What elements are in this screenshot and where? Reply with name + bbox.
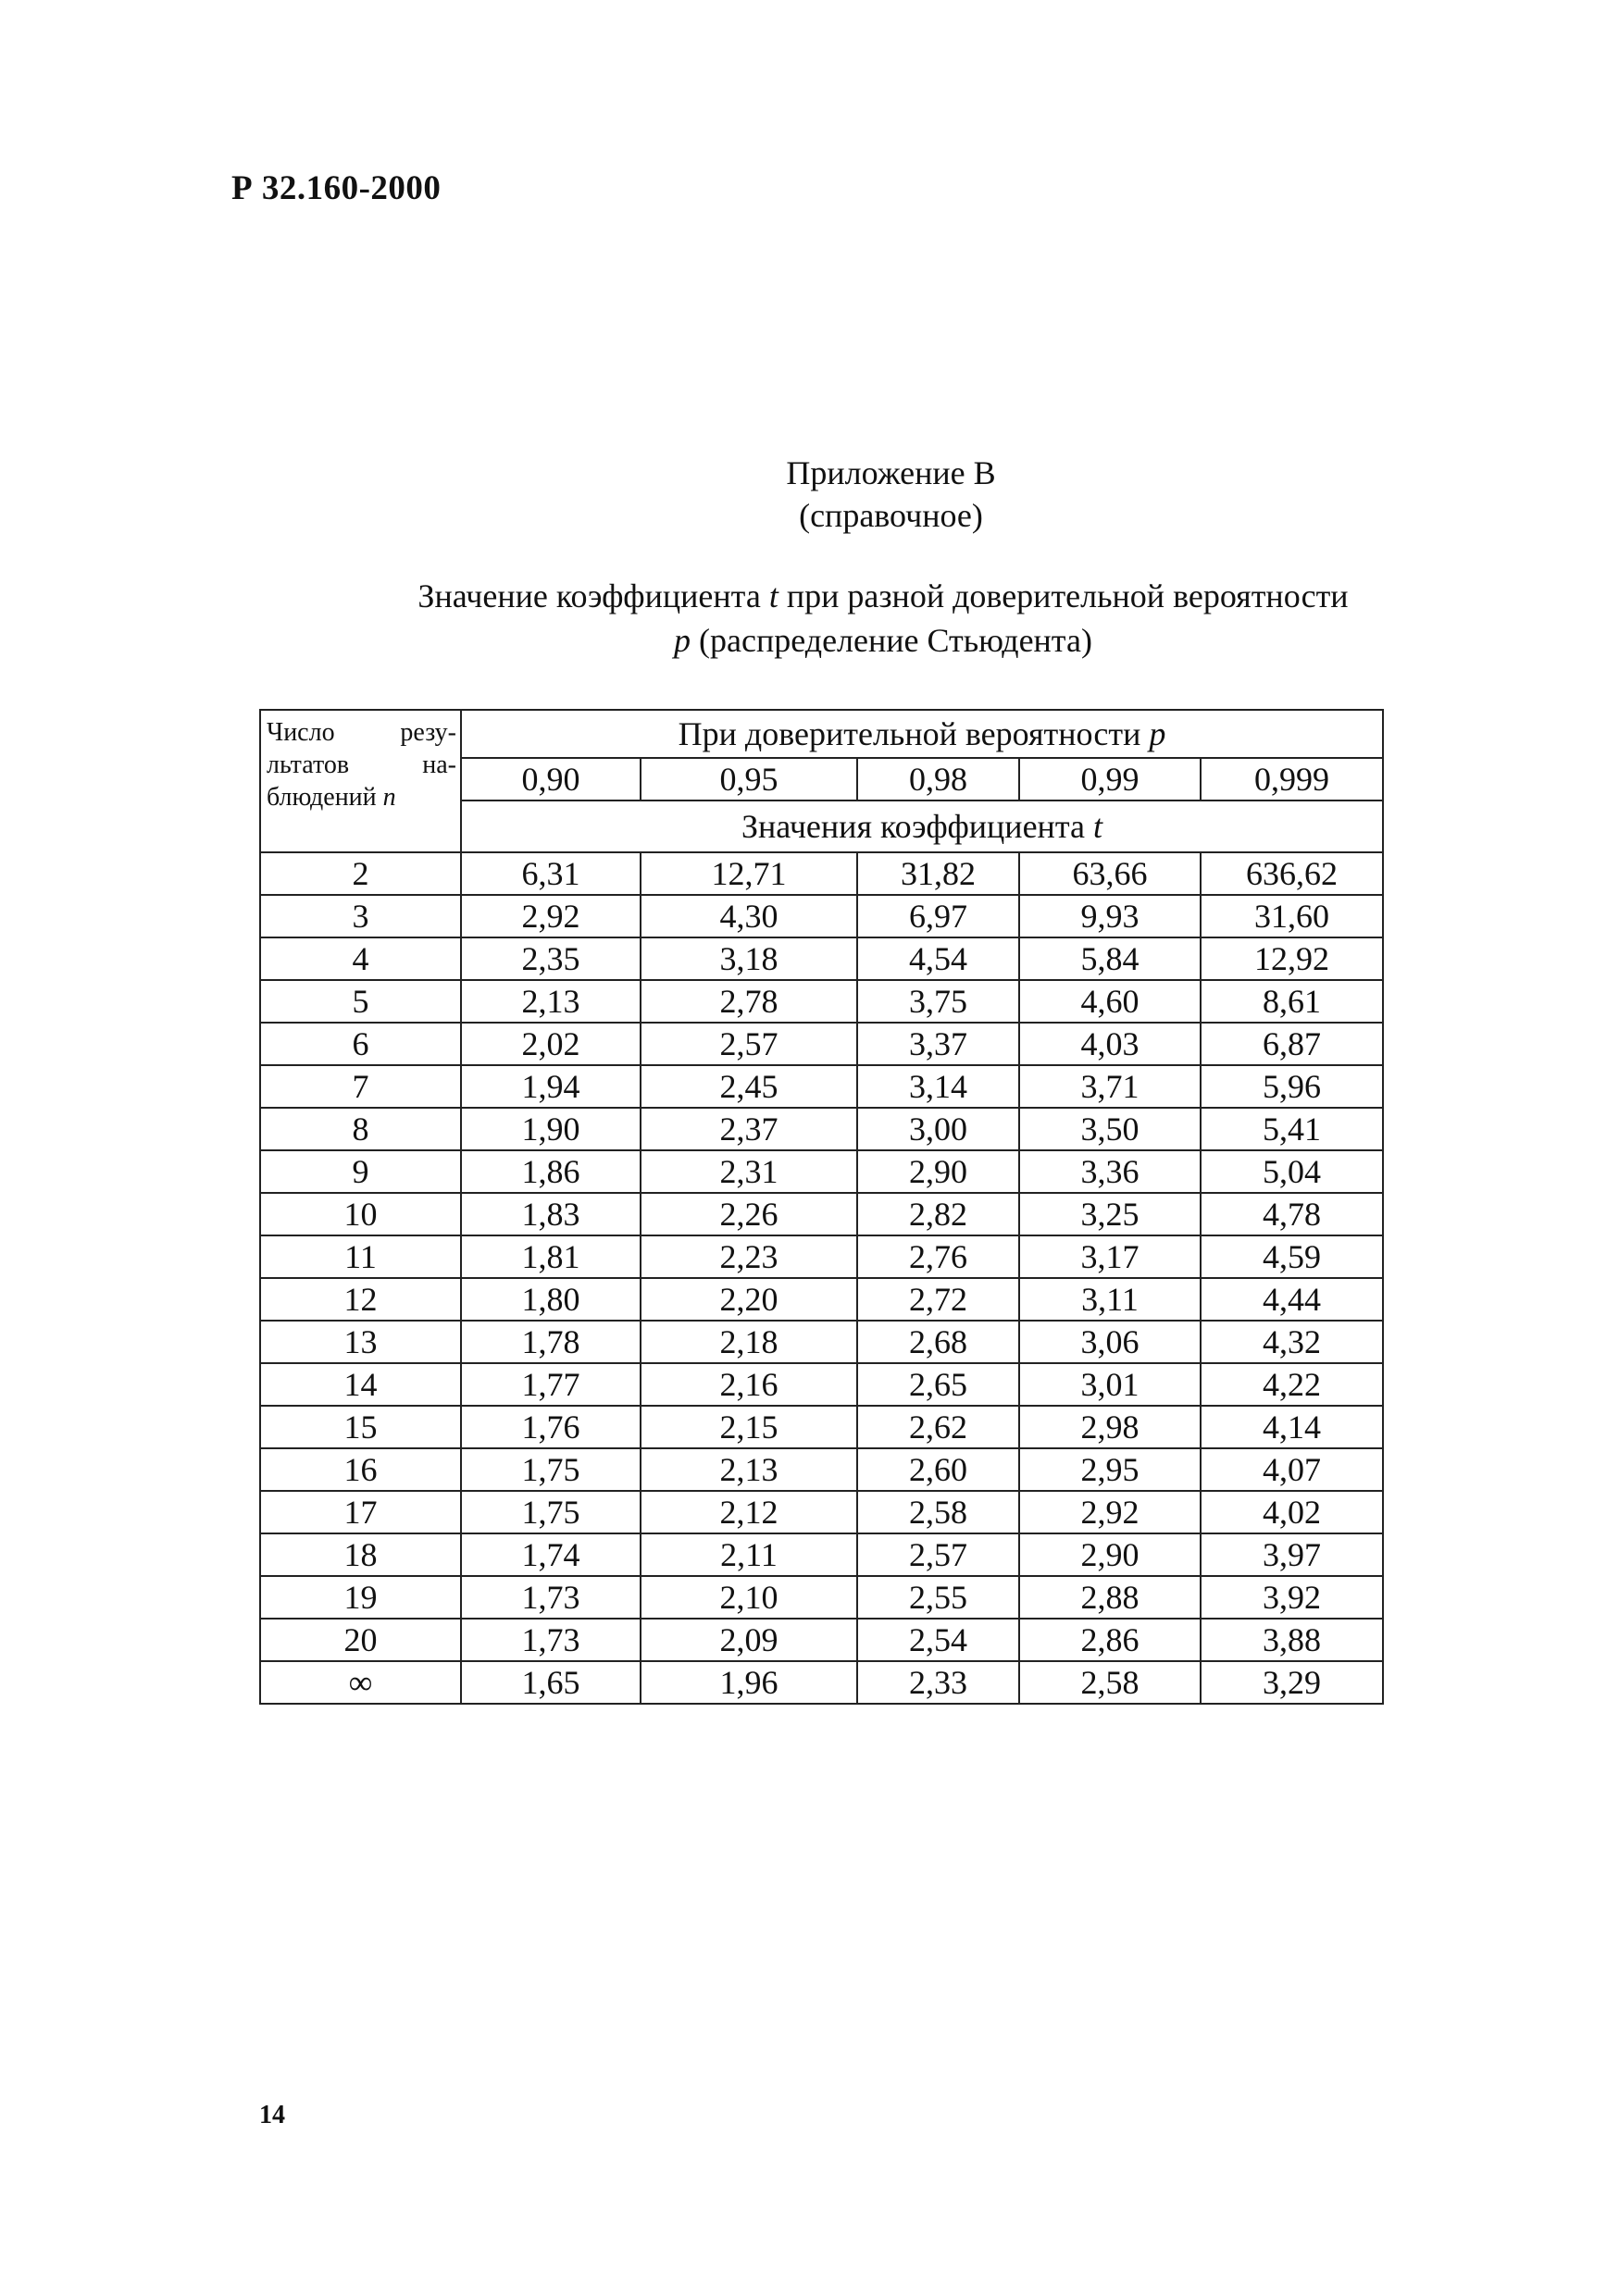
table-row: [260, 1406, 1383, 1448]
coefficient-cell: 1,73: [461, 1576, 641, 1619]
probability-header: 0,90: [461, 758, 641, 800]
n-cell: 14: [260, 1363, 461, 1406]
table-row: [260, 895, 1383, 937]
coefficient-cell: 63,66: [1019, 852, 1201, 895]
coefficient-cell: 1,65: [461, 1661, 641, 1704]
coefficient-cell: 2,65: [857, 1363, 1019, 1406]
coefficient-cell: 2,20: [641, 1278, 857, 1321]
coefficient-cell: 4,22: [1201, 1363, 1383, 1406]
coefficient-cell: 3,25: [1019, 1193, 1201, 1235]
coefficient-cell: 6,87: [1201, 1023, 1383, 1065]
document-code: Р 32.160-2000: [231, 169, 442, 207]
n-cell: 7: [260, 1065, 461, 1108]
n-cell: 16: [260, 1448, 461, 1491]
n-cell: 2: [260, 852, 461, 895]
student-t-table: [259, 709, 1384, 1705]
coefficient-cell: 8,61: [1201, 980, 1383, 1023]
coefficient-cell: 2,35: [461, 937, 641, 980]
annex-subtitle: (справочное): [799, 497, 983, 534]
n-cell: ∞: [260, 1661, 461, 1704]
table-caption: [278, 574, 1481, 663]
n-cell: 10: [260, 1193, 461, 1235]
table-row: [260, 980, 1383, 1023]
coefficient-cell: 2,76: [857, 1235, 1019, 1278]
coefficient-cell: 4,02: [1201, 1491, 1383, 1533]
coefficient-cell: 2,12: [641, 1491, 857, 1533]
probability-group-header: При доверительной вероятности p: [461, 710, 1383, 758]
coefficient-cell: 2,33: [857, 1661, 1019, 1704]
n-cell: 6: [260, 1023, 461, 1065]
coefficient-cell: 3,37: [857, 1023, 1019, 1065]
coefficient-cell: 2,26: [641, 1193, 857, 1235]
coefficient-cell: 3,01: [1019, 1363, 1201, 1406]
coefficient-cell: 2,72: [857, 1278, 1019, 1321]
coefficient-cell: 1,76: [461, 1406, 641, 1448]
coefficient-cell: 4,59: [1201, 1235, 1383, 1278]
coefficient-cell: 12,71: [641, 852, 857, 895]
table-row: [260, 1150, 1383, 1193]
coefficient-cell: 1,74: [461, 1533, 641, 1576]
coefficient-cell: 1,75: [461, 1448, 641, 1491]
coefficient-cell: 5,04: [1201, 1150, 1383, 1193]
n-cell: 4: [260, 937, 461, 980]
caption-part2: при разной доверительной вероятности: [778, 577, 1349, 614]
coefficient-cell: 2,13: [461, 980, 641, 1023]
coefficient-cell: 6,97: [857, 895, 1019, 937]
coefficient-cell: 4,60: [1019, 980, 1201, 1023]
table-row: [260, 1619, 1383, 1661]
coefficient-cell: 2,78: [641, 980, 857, 1023]
coefficient-cell: 9,93: [1019, 895, 1201, 937]
n-cell: 20: [260, 1619, 461, 1661]
table-row: [260, 1278, 1383, 1321]
coefficient-cell: 3,92: [1201, 1576, 1383, 1619]
coefficient-cell: 3,97: [1201, 1533, 1383, 1576]
coefficient-cell: 1,73: [461, 1619, 641, 1661]
n-cell: 8: [260, 1108, 461, 1150]
coefficient-cell: 2,54: [857, 1619, 1019, 1661]
coefficient-cell: 1,80: [461, 1278, 641, 1321]
coefficient-cell: 2,11: [641, 1533, 857, 1576]
table-row: [260, 1661, 1383, 1704]
table-row: [260, 852, 1383, 895]
coefficient-cell: 2,82: [857, 1193, 1019, 1235]
coefficient-cell: 4,30: [641, 895, 857, 937]
coefficient-cell: 1,75: [461, 1491, 641, 1533]
coefficient-cell: 4,07: [1201, 1448, 1383, 1491]
coefficient-cell: 2,88: [1019, 1576, 1201, 1619]
coefficient-cell: 2,37: [641, 1108, 857, 1150]
coefficient-cell: 4,32: [1201, 1321, 1383, 1363]
values-group-header: Значения коэффициента t: [461, 800, 1383, 852]
coefficient-cell: 2,45: [641, 1065, 857, 1108]
coefficient-cell: 2,15: [641, 1406, 857, 1448]
coefficient-cell: 3,75: [857, 980, 1019, 1023]
coefficient-cell: 2,02: [461, 1023, 641, 1065]
coefficient-cell: 31,82: [857, 852, 1019, 895]
coefficient-cell: 4,03: [1019, 1023, 1201, 1065]
coefficient-cell: 3,14: [857, 1065, 1019, 1108]
coefficient-cell: 2,95: [1019, 1448, 1201, 1491]
table-row: [260, 1321, 1383, 1363]
coefficient-cell: 6,31: [461, 852, 641, 895]
n-cell: 19: [260, 1576, 461, 1619]
coefficient-cell: 2,18: [641, 1321, 857, 1363]
coefficient-cell: 3,88: [1201, 1619, 1383, 1661]
probability-header: 0,98: [857, 758, 1019, 800]
n-cell: 9: [260, 1150, 461, 1193]
n-cell: 13: [260, 1321, 461, 1363]
coefficient-cell: 1,81: [461, 1235, 641, 1278]
coefficient-cell: 1,90: [461, 1108, 641, 1150]
coefficient-cell: 2,57: [641, 1023, 857, 1065]
coefficient-cell: 2,10: [641, 1576, 857, 1619]
coefficient-cell: 3,36: [1019, 1150, 1201, 1193]
coefficient-cell: 1,83: [461, 1193, 641, 1235]
table-row: [260, 1193, 1383, 1235]
n-cell: 17: [260, 1491, 461, 1533]
coefficient-cell: 2,90: [857, 1150, 1019, 1193]
coefficient-cell: 1,94: [461, 1065, 641, 1108]
coefficient-cell: 5,96: [1201, 1065, 1383, 1108]
n-cell: 5: [260, 980, 461, 1023]
table-row: [260, 1235, 1383, 1278]
n-cell: 11: [260, 1235, 461, 1278]
coefficient-cell: 3,06: [1019, 1321, 1201, 1363]
coefficient-cell: 3,18: [641, 937, 857, 980]
caption-var-t: t: [768, 577, 778, 614]
n-column-header: Число резу- льтатов на- блюдений n: [260, 710, 461, 852]
coefficient-cell: 1,77: [461, 1363, 641, 1406]
coefficient-cell: 3,71: [1019, 1065, 1201, 1108]
coefficient-cell: 1,78: [461, 1321, 641, 1363]
table-row: [260, 1491, 1383, 1533]
probability-header: 0,95: [641, 758, 857, 800]
table-row: [260, 1533, 1383, 1576]
annex-heading: [0, 452, 1619, 537]
coefficient-cell: 3,29: [1201, 1661, 1383, 1704]
probability-header: 0,99: [1019, 758, 1201, 800]
coefficient-cell: 3,50: [1019, 1108, 1201, 1150]
table-row: [260, 1065, 1383, 1108]
page-number: 14: [259, 2101, 285, 2129]
coefficient-cell: 2,23: [641, 1235, 857, 1278]
coefficient-cell: 2,58: [857, 1491, 1019, 1533]
coefficient-cell: 2,98: [1019, 1406, 1201, 1448]
coefficient-cell: 2,92: [461, 895, 641, 937]
coefficient-cell: 2,58: [1019, 1661, 1201, 1704]
n-cell: 3: [260, 895, 461, 937]
coefficient-cell: 12,92: [1201, 937, 1383, 980]
probability-header: 0,999: [1201, 758, 1383, 800]
table-row: [260, 1448, 1383, 1491]
coefficient-cell: 2,86: [1019, 1619, 1201, 1661]
coefficient-cell: 2,62: [857, 1406, 1019, 1448]
coefficient-cell: 5,84: [1019, 937, 1201, 980]
coefficient-cell: 2,31: [641, 1150, 857, 1193]
coefficient-cell: 3,00: [857, 1108, 1019, 1150]
coefficient-cell: 5,41: [1201, 1108, 1383, 1150]
table-row: [260, 937, 1383, 980]
n-cell: 12: [260, 1278, 461, 1321]
coefficient-cell: 636,62: [1201, 852, 1383, 895]
coefficient-cell: 1,86: [461, 1150, 641, 1193]
caption-part3: (распределение Стьюдента): [691, 622, 1092, 659]
coefficient-cell: 4,78: [1201, 1193, 1383, 1235]
coefficient-cell: 2,92: [1019, 1491, 1201, 1533]
coefficient-cell: 2,68: [857, 1321, 1019, 1363]
coefficient-cell: 4,44: [1201, 1278, 1383, 1321]
table-row: [260, 1023, 1383, 1065]
coefficient-cell: 4,14: [1201, 1406, 1383, 1448]
table-row: [260, 1108, 1383, 1150]
coefficient-cell: 3,17: [1019, 1235, 1201, 1278]
coefficient-cell: 2,09: [641, 1619, 857, 1661]
n-cell: 15: [260, 1406, 461, 1448]
coefficient-cell: 2,90: [1019, 1533, 1201, 1576]
caption-var-p: p: [674, 622, 691, 659]
caption-part1: Значение коэффициента: [417, 577, 769, 614]
coefficient-cell: 2,13: [641, 1448, 857, 1491]
coefficient-cell: 3,11: [1019, 1278, 1201, 1321]
n-cell: 18: [260, 1533, 461, 1576]
table-body: [260, 852, 1383, 1704]
coefficient-cell: 2,55: [857, 1576, 1019, 1619]
annex-title: Приложение В: [786, 454, 996, 491]
coefficient-cell: 1,96: [641, 1661, 857, 1704]
coefficient-cell: 4,54: [857, 937, 1019, 980]
coefficient-cell: 2,16: [641, 1363, 857, 1406]
table-row: [260, 1576, 1383, 1619]
coefficient-cell: 2,60: [857, 1448, 1019, 1491]
table-row: [260, 1363, 1383, 1406]
coefficient-cell: 2,57: [857, 1533, 1019, 1576]
coefficient-cell: 31,60: [1201, 895, 1383, 937]
